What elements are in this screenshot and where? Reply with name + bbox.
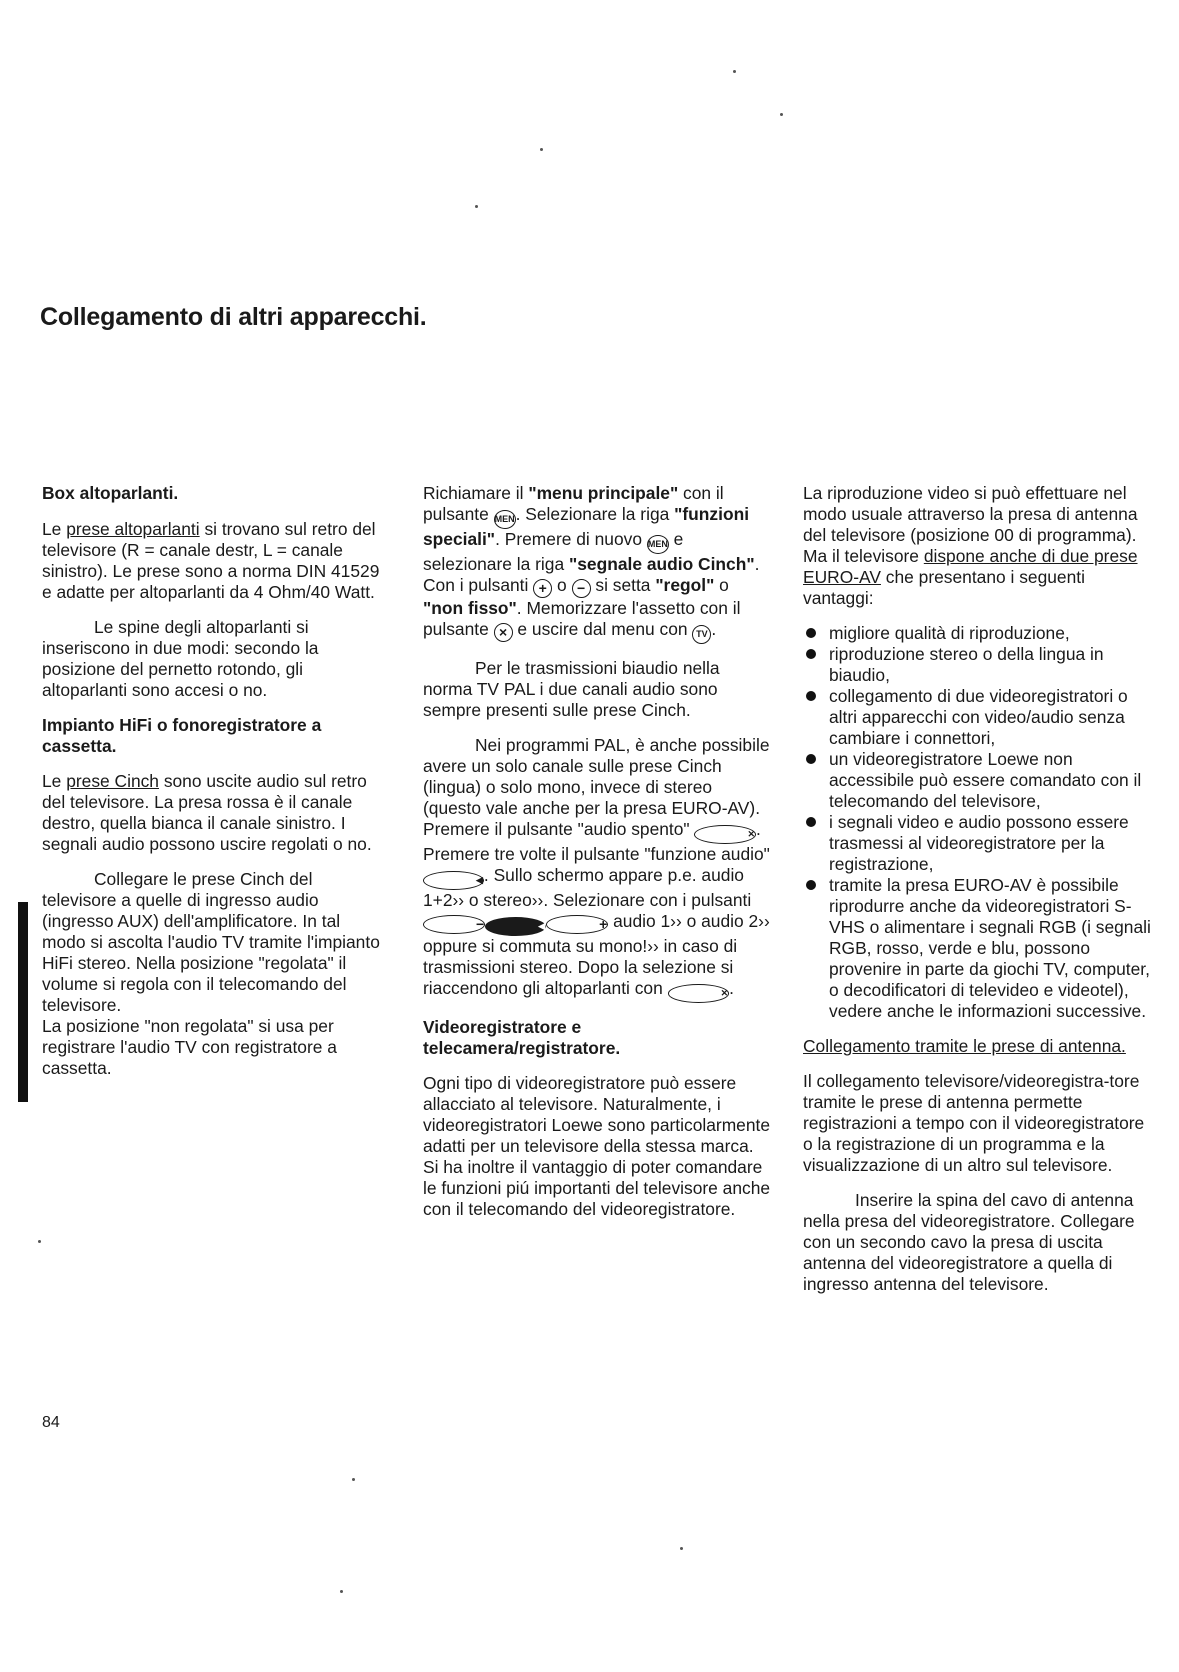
heading-hifi: Impianto HiFi o fonoregistratore a cassetta. [42, 715, 322, 756]
link-prese-cinch: prese Cinch [66, 771, 159, 791]
column-3 [803, 483, 1158, 1309]
link-euro-av: dispone anche di due prese EURO-AV [803, 546, 1138, 587]
text: collegamento di due videoregistratori o altri apparecchi con video/audio senza cambiare i connettori, [829, 686, 1128, 748]
menu-button-icon: MEN [647, 535, 669, 554]
paragraph-menu-instructions [423, 483, 773, 644]
text: sono uscite audio sul retro del televisore. La presa rossa è il canale destro, quella bianca il canale sinistro. I segnali audio possono uscire regolati o no. [42, 771, 372, 854]
bullet-icon [806, 880, 816, 890]
minus-button-icon: − [572, 579, 591, 598]
paragraph-speaker-plugs: Le spine degli altoparlanti si inseriscono in due modi: secondo la posizione del pernetto rotondo, gli altoparlanti sono accesi o no. [42, 617, 319, 700]
paragraph-antenna-connection: Il collegamento televisore/videoregistra-tore tramite le prese di antenna permette registrazioni a tempo con il videoregistratore o la registrazione di un programma e la visualizzazione di un altro sul televisore. [803, 1071, 1145, 1175]
paragraph-antenna-cable: Inserire la spina del cavo di antenna nella presa del videoregistratore. Collegare con un secondo cavo la presa di uscita antenna del videoregistratore a quella di ingresso antenna del televisore. [803, 1190, 1135, 1294]
scan-speck [680, 1547, 683, 1550]
text: . Sullo schermo appare p.e. audio 1+2›› o stereo››. Selezionare con i pulsanti [423, 865, 752, 910]
list-item [803, 875, 1158, 1022]
text: audio 1›› o audio 2›› oppure si commuta su mono!›› in caso di trasmissioni stereo. Dopo la selezione si riaccendono gli altoparlanti con [423, 911, 770, 998]
text: . [711, 619, 717, 639]
tv-button-icon: TV [692, 625, 711, 644]
text: Le [42, 519, 67, 539]
bullet-icon [806, 649, 816, 659]
text: Le [42, 771, 67, 791]
text: . [729, 978, 734, 998]
paragraph-pal-programs [423, 735, 773, 1003]
text-non-fisso: "non fisso" [423, 598, 517, 618]
bullet-icon [806, 817, 816, 827]
text: . Premere di nuovo [495, 529, 647, 549]
bullet-icon [806, 754, 816, 764]
text: . Con i pulsanti [423, 554, 760, 595]
text-segnale-audio-cinch: "segnale audio Cinch" [568, 554, 755, 574]
paragraph-videoregistratore: Ogni tipo di videoregistratore può essere allacciato al televisore. Naturalmente, i videoregistratori Loewe sono particolarmente adatti per un televisore della stessa marca. Si ha inoltre il vantaggio di poter comandare le funzioni piú importanti del televisore anche con il telecomando del videoregistratore. [423, 1073, 771, 1219]
audio-function-button-icon: ◀ [423, 871, 484, 890]
paragraph-biaudio: Per le trasmissioni biaudio nella norma TV PAL i due canali audio sono sempre presenti sulle prese Cinch. [423, 658, 720, 720]
scan-speck [540, 148, 543, 151]
text: Nei programmi PAL, è anche possibile avere un solo canale sulle prese Cinch (lingua) o solo mono, invece di stereo (questo vale anche per la presa EURO-AV). Premere il pulsante "audio spento" [423, 735, 770, 839]
text: o [552, 575, 572, 595]
text: La riproduzione video si può effettuare nel modo usuale attraverso la presa di antenna del televisore (posizione 00 di programma). Ma il televisore [803, 483, 1138, 566]
text: che presentano i seguenti vantaggi: [803, 567, 1085, 608]
scan-speck [38, 1240, 41, 1243]
page-title: Collegamento di altri apparecchi. [40, 303, 427, 331]
scan-speck [780, 113, 783, 116]
menu-button-icon: MEN [494, 510, 516, 529]
bullet-icon [806, 628, 816, 638]
list-item [803, 686, 1158, 749]
text: un videoregistratore Loewe non accessibile può essere comandato con il telecomando del televisore, [829, 749, 1142, 811]
plus-button-icon: + [546, 915, 608, 934]
text: o [714, 575, 729, 595]
mute-button-icon: ✕ [668, 984, 730, 1003]
advantages-list [803, 623, 1158, 1022]
text: Richiamare il [423, 483, 529, 503]
text: si setta [590, 575, 656, 595]
heading-box-altoparlanti: Box altoparlanti. [42, 483, 179, 503]
bullet-icon [806, 691, 816, 701]
text: . Premere tre volte il pulsante "funzione audio" [423, 819, 770, 864]
list-item [803, 644, 1158, 686]
scan-speck [475, 205, 478, 208]
text: i segnali video e audio possono essere trasmessi al videoregistratore per la registrazione, [829, 812, 1129, 874]
text: si trovano sul retro del televisore (R = canale destr, L = canale sinistro). Le prese sono a norma DIN 41529 e adatte per altoparlanti da 4 Ohm/40 Watt. [42, 519, 380, 602]
page-number: 84 [42, 1414, 60, 1431]
paragraph-cinch-sockets [42, 771, 388, 855]
text: . Selezionare la riga [515, 504, 675, 524]
text: migliore qualità di riproduzione, [829, 623, 1070, 643]
text-regol: "regol" [655, 575, 715, 595]
list-item [803, 749, 1158, 812]
margin-change-bar [18, 902, 28, 1102]
heading-antenna-connection: Collegamento tramite le prese di antenna. [803, 1036, 1126, 1056]
paragraph-connect-cinch: Collegare le prese Cinch del televisore a quelle di ingresso audio (ingresso AUX) dell'amplificatore. In tal modo si ascolta l'audio TV tramite l'impianto HiFi stereo. Nella posizione "regolata" il volume si regola con il telecomando del televisore. [42, 869, 380, 1015]
minus-button-icon: − [423, 915, 485, 934]
paragraph-video-playback [803, 483, 1158, 609]
column-1 [42, 483, 388, 1093]
paragraph-non-regolata: La posizione "non regolata" si usa per registrare l'audio TV con registratore a cassetta. [42, 1016, 337, 1078]
left-button-icon: ◀ [485, 917, 546, 936]
scan-speck [340, 1590, 343, 1593]
text: riproduzione stereo o della lingua in biaudio, [829, 644, 1104, 685]
text: tramite la presa EURO-AV è possibile riprodurre anche da videoregistratori S-VHS o alimentare i segnali RGB (i segnali RGB, rosso, verde e blu, possono provenire in parte da giochi TV, computer, o decodificatori di televideo e videotel), vedere anche le informazioni successive. [829, 875, 1151, 1021]
paragraph-speaker-sockets [42, 519, 388, 603]
text: . Memorizzare l'assetto con il pulsante [423, 598, 741, 639]
link-prese-altoparlanti: prese altoparlanti [66, 519, 200, 539]
scan-speck [352, 1478, 355, 1481]
scan-speck [733, 70, 736, 73]
mute-button-icon: ✕ [694, 825, 756, 844]
heading-videoregistratore: Videoregistratore e telecamera/registratore. [423, 1017, 621, 1058]
text: con il pulsante [423, 483, 724, 524]
list-item [803, 623, 1158, 644]
list-item [803, 812, 1158, 875]
text-funzioni-speciali: "funzioni speciali" [423, 504, 750, 549]
text: e selezionare la riga [423, 529, 684, 574]
text: e uscire dal menu con [512, 619, 693, 639]
text-menu-principale: "menu principale" [528, 483, 679, 503]
plus-button-icon: + [533, 579, 552, 598]
ok-button-icon: × [494, 623, 513, 642]
column-2 [423, 483, 773, 1234]
